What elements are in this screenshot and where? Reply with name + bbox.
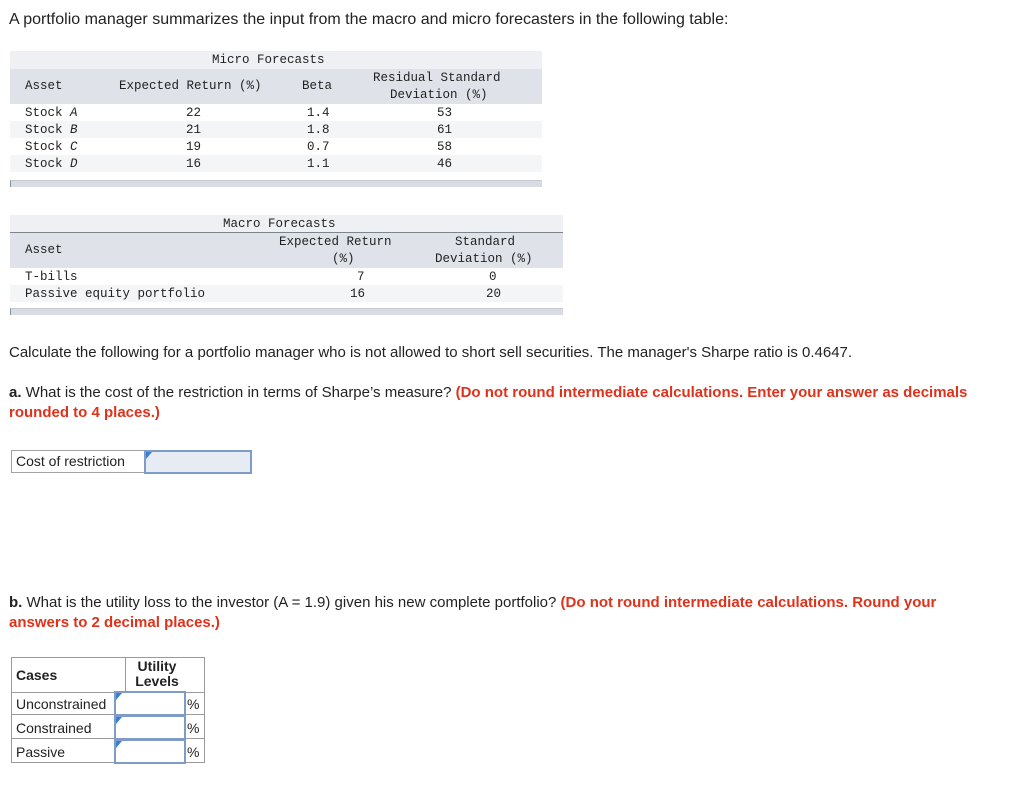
case-label: Unconstrained: [16, 696, 107, 712]
intro-text: A portfolio manager summarizes the input from the macro and micro forecasters in the following table:: [9, 11, 729, 28]
header-cases: Cases: [16, 667, 58, 683]
macro-header-sd-1: Standard: [455, 235, 516, 249]
case-label: Passive: [16, 744, 66, 760]
micro-header-beta: Beta: [302, 79, 333, 93]
micro-resid: 58: [437, 140, 453, 154]
macro-header-expected-2: (%): [332, 252, 355, 266]
micro-asset: Stock B: [25, 123, 78, 137]
percent-unit: %: [187, 696, 200, 712]
micro-header-asset: Asset: [25, 79, 63, 93]
utility-input-unconstrained[interactable]: [114, 691, 186, 716]
micro-beta: 1.8: [307, 123, 330, 137]
cost-restriction-row: [11, 450, 251, 473]
utility-table: [11, 657, 205, 765]
micro-title: Micro Forecasts: [212, 53, 325, 67]
macro-expected: 7: [357, 270, 365, 284]
micro-resid: 46: [437, 157, 453, 171]
macro-asset: T-bills: [25, 270, 78, 284]
micro-header-expected: Expected Return (%): [119, 79, 262, 93]
part-b-question: b. What is the utility loss to the investor (A = 1.9) given his new complete portfolio? (Do not round intermediate calculations. Round your answers to 2 decimal places.): [9, 594, 937, 631]
micro-asset: Stock D: [25, 157, 78, 171]
macro-asset: Passive equity portfolio: [25, 287, 206, 301]
micro-expected: 22: [186, 106, 202, 120]
cost-restriction-input[interactable]: [144, 450, 252, 474]
macro-sd: 0: [489, 270, 497, 284]
micro-beta: 0.7: [307, 140, 330, 154]
micro-header-resid-2: Deviation (%): [390, 88, 488, 102]
macro-forecasts-table: [10, 215, 563, 317]
micro-asset: Stock A: [25, 106, 78, 120]
case-label: Constrained: [16, 720, 92, 736]
macro-expected: 16: [350, 287, 366, 301]
utility-input-constrained[interactable]: [114, 715, 186, 740]
micro-forecasts-table: [10, 51, 542, 188]
macro-header-asset: Asset: [25, 243, 63, 257]
macro-title: Macro Forecasts: [223, 217, 336, 231]
percent-unit: %: [187, 720, 200, 736]
micro-resid: 53: [437, 106, 453, 120]
micro-expected: 21: [186, 123, 202, 137]
micro-resid: 61: [437, 123, 453, 137]
percent-unit: %: [187, 744, 200, 760]
table-footer-bar: [10, 308, 563, 315]
micro-header-resid-1: Residual Standard: [373, 71, 501, 85]
header-utility-levels: Utility Levels: [135, 658, 179, 689]
micro-expected: 19: [186, 140, 202, 154]
macro-header-sd-2: Deviation (%): [435, 252, 533, 266]
micro-expected: 16: [186, 157, 202, 171]
micro-beta: 1.4: [307, 106, 330, 120]
utility-input-passive[interactable]: [114, 739, 186, 764]
micro-beta: 1.1: [307, 157, 330, 171]
question-intro: Calculate the following for a portfolio manager who is not allowed to short sell securities. The manager's Sharpe ratio is 0.4647.: [9, 344, 853, 361]
macro-header-expected-1: Expected Return: [279, 235, 392, 249]
macro-sd: 20: [486, 287, 502, 301]
micro-asset: Stock C: [25, 140, 78, 154]
part-a-question: a. What is the cost of the restriction in terms of Sharpe’s measure? (Do not round intermediate calculations. Enter your answer as decimals rounded to 4 places.): [9, 384, 968, 421]
table-footer-bar: [10, 180, 542, 187]
cost-restriction-label: Cost of restriction: [16, 453, 125, 469]
